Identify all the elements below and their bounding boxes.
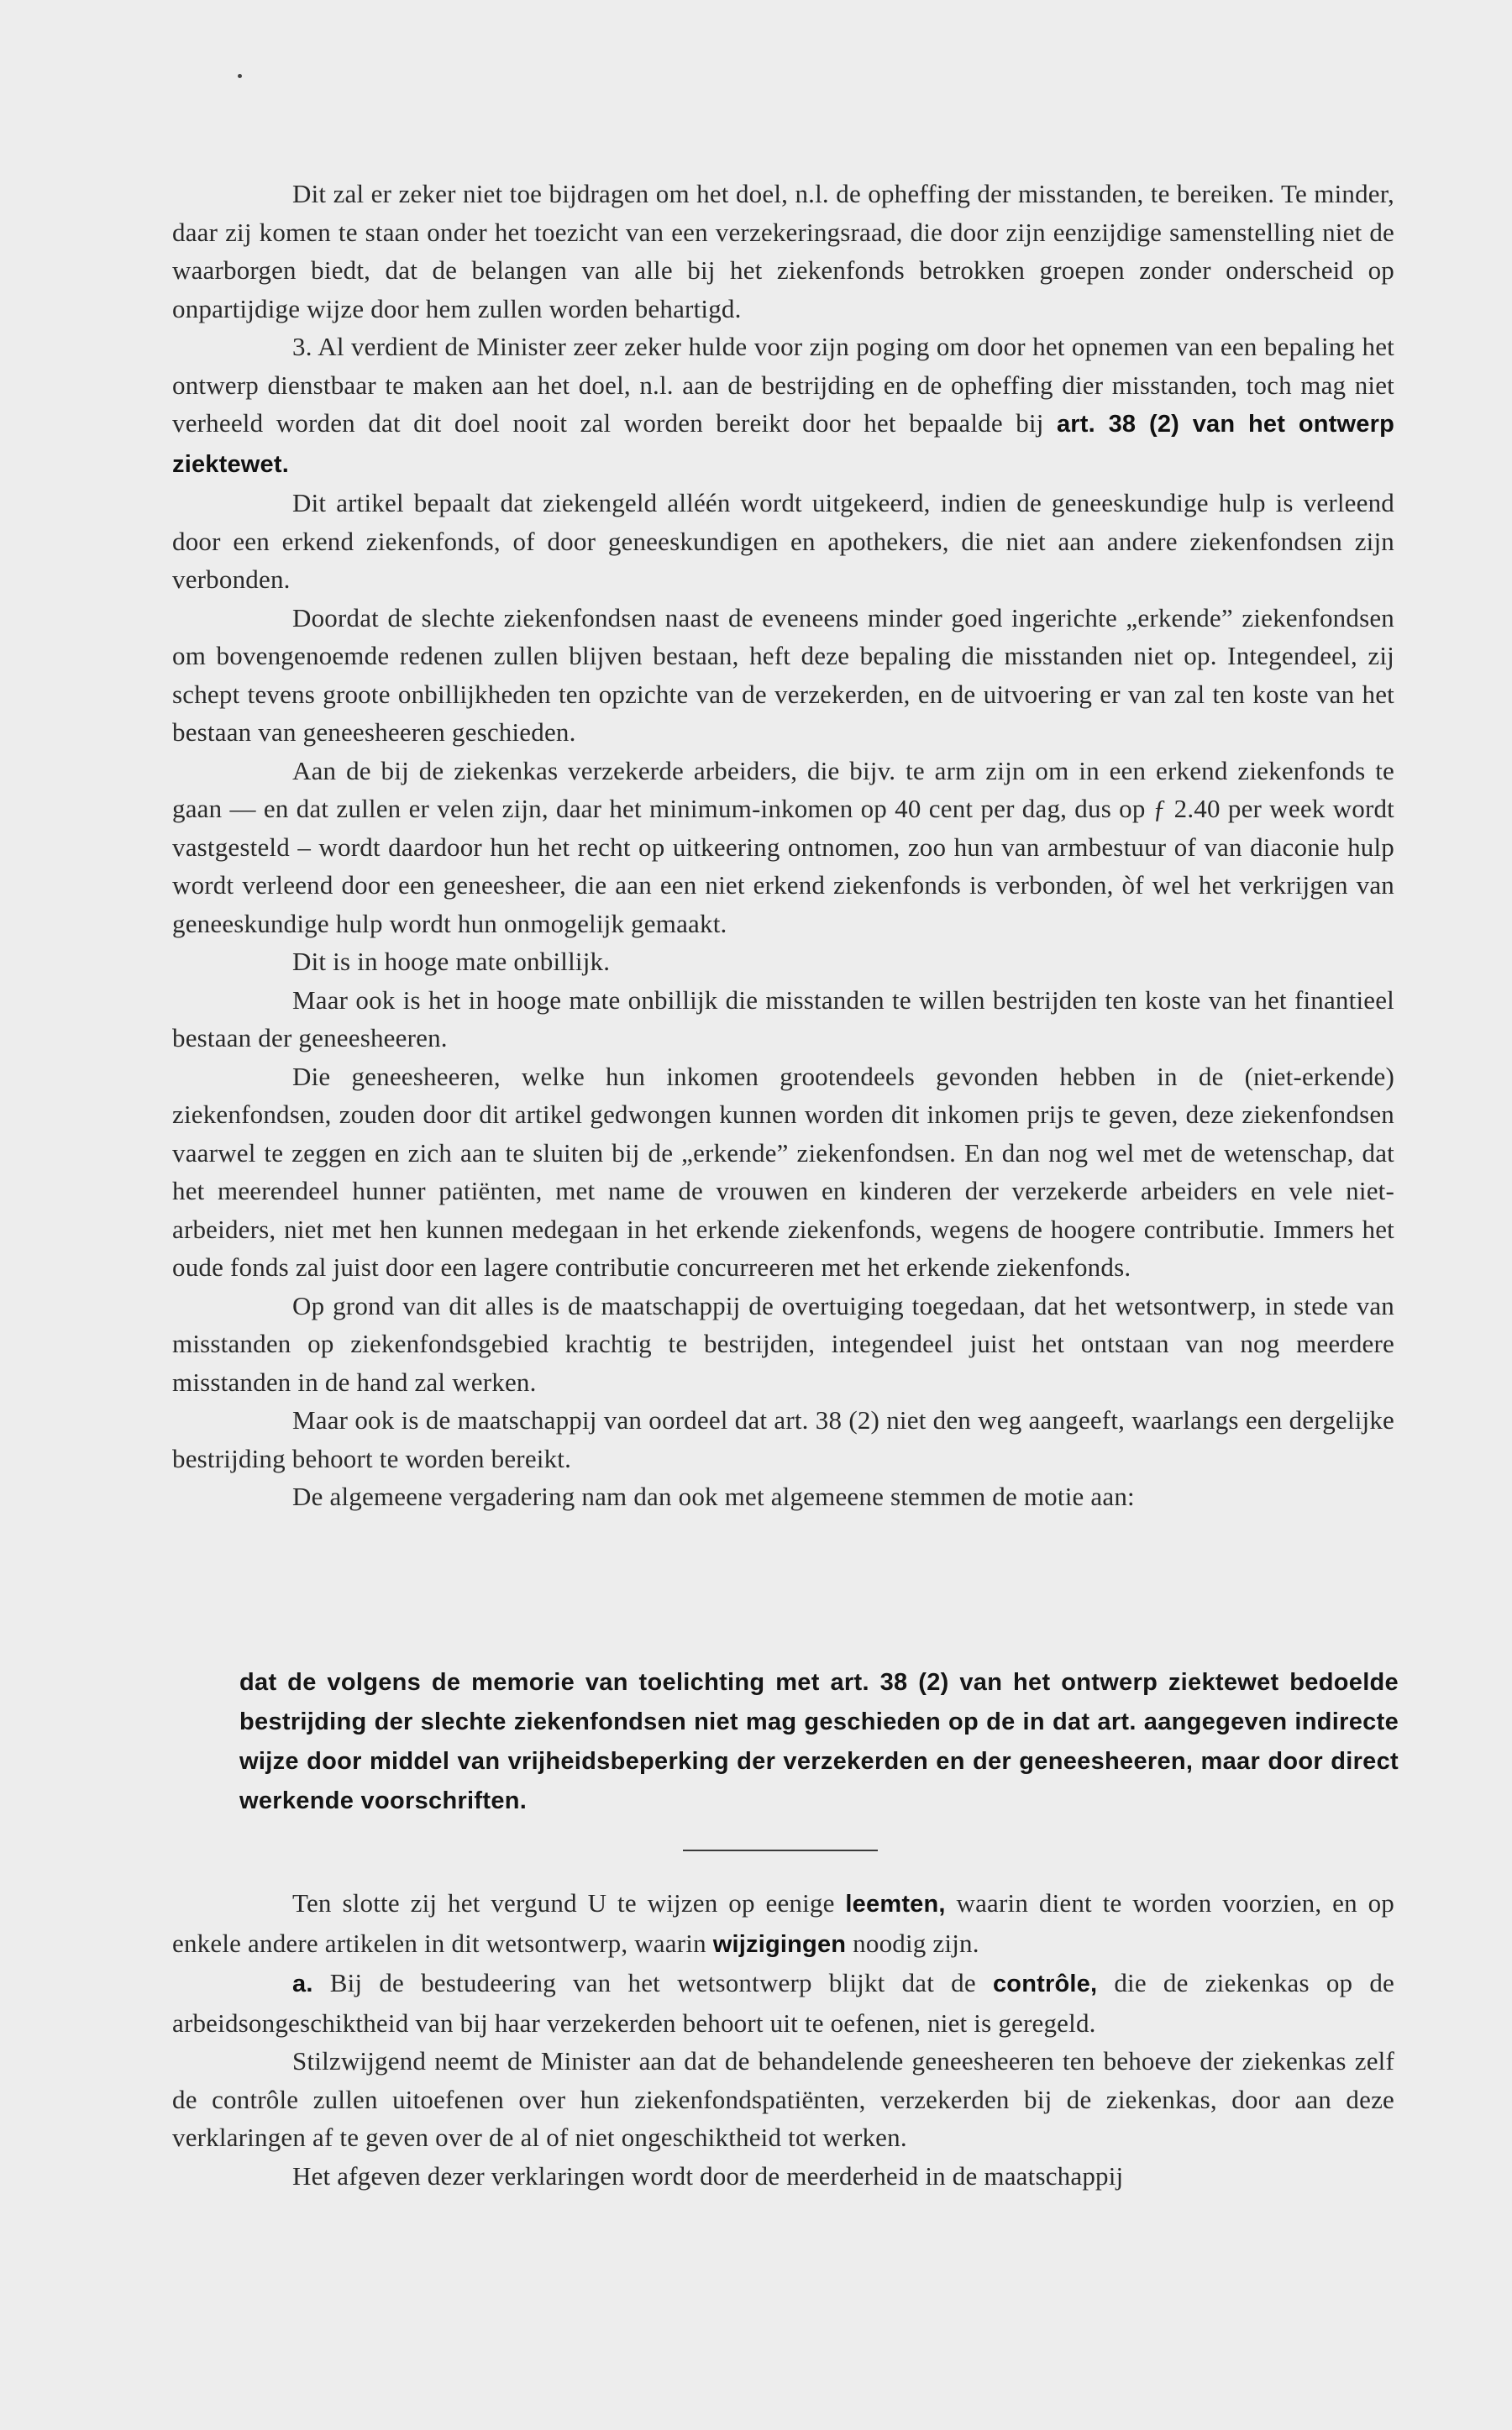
paragraph-point-3 [172,328,1394,484]
item-a-text-1: Bij de bestudeering van het wetsontwerp blijkt dat de [329,1968,976,1997]
closing-paragraph-1 [172,1884,1394,1964]
point-3-text: 3. Al verdient de Minister zeer zeker hulde voor zijn poging om door het opnemen van een bepaling het ontwerp dienstbaar te maken aan het doel, n.l. aan de bestrijding en de opheffing dier misstanden, toch mag niet verheeld worden dat dit doel nooit zal worden bereikt door het bepaalde bij [172,332,1394,438]
main-body-text [172,175,1394,1516]
closing-p1-text-b: waarin dient te worden voorzien, en op enkele andere artikelen in dit wetsontwerp, waarin [172,1888,1395,1958]
point-3-bold-reference: art. 38 (2) van het ontwerp ziektewet. [172,411,1394,478]
paragraph-6: Maar ook is het in hooge mate onbillijk die misstanden te willen bestrijden ten koste van het finantieel bestaan der geneesheeren. [172,984,1394,1052]
closing-paragraph-4: Het afgeven dezer verklaringen wordt door de meerderheid in de maatschappij [292,2160,1124,2191]
paragraph-9: Maar ook is de maatschappij van oordeel dat art. 38 (2) niet den weg aangeeft, waarlangs een dergelijke bestrijding behoort te worden bereikt. [172,1405,1394,1473]
motion-text: dat de volgens de memorie van toelichting met art. 38 (2) van het ontwerp ziektewet bedoelde bestrijding der slechte ziekenfondsen niet mag geschieden op de in dat art. aangegeven indirecte wijze door middel van vrijheidsbeperking der verzekerden en der geneesheeren, maar door direct werkende voorschriften. [239,1669,1399,1814]
closing-body-text [172,1884,1394,2195]
paragraph-8: Op grond van dit alles is de maatschappij de overtuiging toegedaan, dat het wetsontwerp, in stede van misstanden op ziekenfondsgebied krachtig te bestrijden, integendeel juist het ontstaan van nog meerdere misstanden in de hand zal werken. [172,1290,1394,1397]
scan-speck [238,74,242,78]
closing-p1-bold-wijzigingen: wijzigingen [712,1930,847,1958]
closing-paragraph-3: Stilzwijgend neemt de Minister aan dat de behandelende geneesheeren ten behoeve der ziekenkas zelf de contrôle zullen uitoefenen over hun ziekenfondspatiënten, verzekerden bij de ziekenkas, door aan deze verklaringen af te geven over de al of niet ongeschiktheid tot werken. [172,2046,1394,2152]
paragraph-5: Dit is in hooge mate onbillijk. [292,947,611,976]
item-a-label: a. [292,1971,313,1997]
paragraph-7: Die geneesheeren, welke hun inkomen grootendeels gevonden hebben in de (niet-erkende) ziekenfondsen, zouden door dit artikel gedwongen kunnen worden dit inkomen prijs te geven, deze ziekenfondsen vaarwel te zeggen en zich aan te sluiten bij de „erkende” ziekenfondsen. En dan nog wel met de wetenschap, dat het meerendeel hunner patiënten, met name de vrouwen en kinderen der verzekerde arbeiders en vele niet-arbeiders, niet met hen kunnen medegaan in het erkende ziekenfonds, wegens de hoogere contributie. Immers het oude fonds zal juist door een lagere contributie concurreeren met het erkende ziekenfonds. [172,1061,1394,1282]
closing-p1-text-c: noodig zijn. [853,1928,979,1958]
paragraph-4: Aan de bij de ziekenkas verzekerde arbeiders, die bijv. te arm zijn om in een erkend ziekenfonds te gaan — en dat zullen er velen zijn, daar het minimum-inkomen op 40 cent per dag, dus op ƒ 2.40 per week wordt vastgesteld – wordt daardoor hun het recht op uitkeering ontnomen, zoo hun van armbestuur of van diaconie hulp wordt verleend door een geneesheer, die aan een niet erkend ziekenfonds is verbonden, òf wel het verkrijgen van geneeskundige hulp wordt hun onmogelijk gemaakt. [172,755,1394,938]
paragraph-2: Dit artikel bepaalt dat ziekengeld alléén wordt uitgekeerd, indien de geneeskundige hulp is verleend door een erkend ziekenfonds, of door geneeskundigen en apothekers, die niet aan andere ziekenfondsen zijn verbonden. [172,488,1394,594]
closing-p1-bold-leemten: leemten, [845,1891,946,1918]
item-a-bold-controle: contrôle, [992,1971,1098,1997]
paragraph-10: De algemeene vergadering nam dan ook met algemeene stemmen de motie aan: [292,1482,1135,1511]
closing-p1-text-a: Ten slotte zij het vergund U te wijzen op eenige [292,1888,835,1918]
item-a-text-2: die de ziekenkas op de arbeidsongeschiktheid van bij haar verzekerden behoort uit te oefenen, niet is geregeld. [172,1968,1395,2038]
paragraph-3: Doordat de slechte ziekenfondsen naast de eveneens minder goed ingerichte „erkende” ziekenfondsen om bovengenoemde redenen zullen blijven bestaan, heft deze bepaling die misstanden niet op. Integendeel, zij schept tevens groote onbillijkheden ten opzichte van de verzekerden, en de uitvoering er van zal ten koste van het bestaan van geneesheeren geschieden. [172,602,1394,747]
section-divider [683,1850,878,1851]
paragraph-1: Dit zal er zeker niet toe bijdragen om het doel, n.l. de opheffing der misstanden, te bereiken. Te minder, daar zij komen te staan onder het toezicht van een verzekeringsraad, die door zijn eenzijdige samenstelling niet de waarborgen biedt, dat de belangen van alle bij het ziekenfonds betrokken groepen zonder onderscheid op onpartijdige wijze door hem zullen worden behartigd. [172,179,1394,323]
closing-paragraph-a [172,1964,1394,2042]
